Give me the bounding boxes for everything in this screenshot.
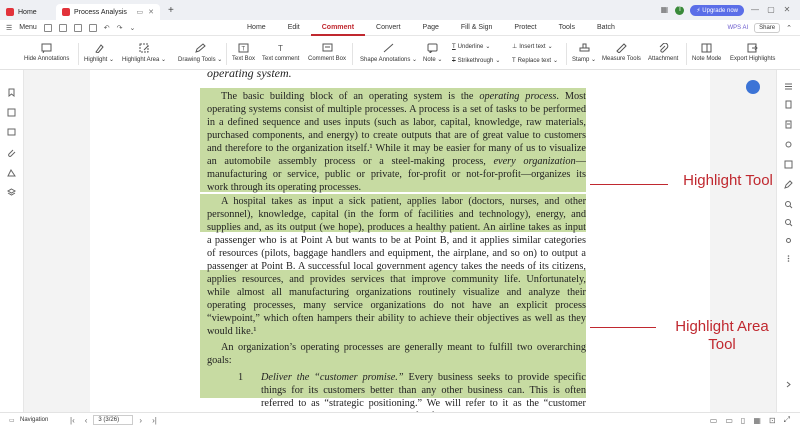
underline-icon: T — [452, 43, 456, 50]
highlight-button[interactable]: Highlight ⌄ — [84, 42, 114, 63]
print-icon[interactable] — [74, 24, 82, 32]
strikethrough-label: Strikethrough — [457, 57, 494, 64]
document-line: passenger at Point B. A successful local government agency takes the needs of its citizens, — [207, 261, 586, 272]
highlight-tool-callout: Highlight Tool — [683, 172, 773, 189]
menu-bar — [0, 20, 800, 36]
tab-document-label: Process Analysis — [74, 8, 127, 16]
highlight-area-callout-line2: Tool — [708, 336, 736, 353]
redo-icon[interactable]: ↷ — [116, 24, 123, 32]
note-icon — [427, 42, 439, 53]
upgrade-button[interactable]: ⚡ Upgrade now — [690, 5, 744, 16]
export-highlights-label: Export Highlights — [730, 56, 776, 62]
ribbon-toolbar — [0, 37, 800, 70]
replace-text-label: Replace text — [517, 57, 552, 64]
edit-panel-icon[interactable] — [784, 180, 793, 189]
document-line: personnel), knowledge, capital (in the form of facilities and technology), energy, and — [207, 209, 586, 220]
search-icon[interactable] — [784, 200, 793, 209]
comment-box-label: Comment Box — [308, 56, 347, 62]
text-box-button[interactable] — [232, 42, 255, 62]
fullscreen-icon[interactable]: ⤢ — [783, 415, 790, 424]
page-icon[interactable] — [784, 100, 793, 109]
left-sidebar — [0, 70, 24, 412]
document-line: operating systems consist of multiple processes. A process is a set of tasks to be performed — [207, 104, 586, 115]
attachments-panel-icon[interactable] — [7, 148, 16, 157]
highlight-tool-callout-line — [590, 184, 668, 185]
document-line: An organization’s operating processes are generally meant to fulfill two overarching — [221, 342, 586, 353]
line-shape-icon — [383, 42, 395, 53]
drawing-tools-button[interactable]: Drawing Tools ⌄ — [178, 42, 222, 63]
fit-width-icon[interactable]: ▭ — [725, 415, 733, 425]
next-page-icon[interactable]: › — [139, 415, 143, 425]
comments-panel-icon[interactable] — [7, 128, 16, 137]
note-mode-button[interactable] — [692, 42, 721, 62]
export-highlights-button[interactable] — [730, 42, 775, 62]
reading-mode-icon[interactable]: ⊡ — [768, 415, 776, 425]
hide-annotations-label: Hide Annotations — [24, 56, 70, 62]
highlight-area-callout — [660, 318, 784, 354]
list-number: 1 — [238, 372, 244, 383]
menu-tab-home[interactable]: Home — [247, 23, 266, 31]
maximize-icon[interactable]: ▢ — [767, 5, 775, 14]
text-box-icon — [238, 42, 250, 53]
document-line: would like.¹ — [207, 326, 257, 337]
hamburger-icon[interactable]: ☰ — [6, 24, 13, 32]
attachment-label: Attachment — [648, 56, 679, 62]
menu-tab-protect[interactable]: Protect — [514, 23, 537, 31]
measure-tools-button[interactable] — [602, 42, 641, 62]
menu-tab-page[interactable]: Page — [422, 23, 439, 31]
document-line: in a defined sequence and uses inputs (such as labor, capital, knowledge, raw materials, — [207, 117, 586, 128]
document-line: operating processes, many service organizations do not have an explicit process — [207, 300, 586, 311]
open-file-icon[interactable] — [44, 24, 52, 32]
continuous-icon[interactable]: ▦ — [753, 415, 761, 425]
comment-box-icon — [321, 42, 333, 53]
ruler-icon — [615, 42, 627, 53]
new-tab-icon[interactable]: + — [168, 4, 174, 16]
note-label: Note — [423, 57, 436, 63]
ribbon-separator — [686, 43, 687, 65]
insert-text-icon: ⊥ — [512, 44, 518, 50]
document-line: “viewpoint,” which often hampers their ability to achieve their objectives as well as they — [207, 313, 586, 324]
tab-document[interactable] — [56, 4, 160, 20]
text-comment-label: Text comment — [262, 56, 300, 62]
replace-text-button[interactable]: T Replace text ⌄ — [512, 57, 559, 64]
insert-text-label: Insert text — [519, 43, 546, 50]
translate-icon[interactable] — [784, 160, 793, 169]
hide-annotations-button[interactable] — [24, 42, 69, 62]
underline-label: Underline — [457, 43, 484, 50]
strikethrough-icon: T — [452, 57, 456, 64]
note-mode-label: Note Mode — [692, 56, 722, 62]
document-line: supplies and, as its output (we hope), produces a healthy patient. An airline takes as input — [207, 222, 586, 233]
drawing-tools-label: Drawing Tools — [178, 57, 216, 63]
layout-icon[interactable]: ▦ — [660, 5, 669, 14]
wps-ai-button[interactable]: WPS AI — [727, 24, 749, 31]
section-heading: operating system. — [207, 66, 292, 80]
note-mode-icon — [701, 42, 713, 53]
text-comment-button[interactable] — [262, 42, 299, 62]
more-options-icon[interactable] — [784, 254, 793, 263]
text-comment-icon — [275, 42, 287, 53]
single-page-icon[interactable]: ▯ — [740, 415, 746, 425]
stamp-icon — [578, 42, 590, 53]
export-highlights-icon — [747, 42, 759, 53]
export-icon[interactable] — [89, 24, 97, 32]
paperclip-icon — [657, 42, 669, 53]
stamp-button[interactable]: Stamp ⌄ — [572, 42, 596, 63]
pencil-icon — [194, 42, 206, 53]
ribbon-separator — [226, 43, 227, 65]
shape-annotations-label: Shape Annotations — [360, 57, 411, 63]
insert-text-button[interactable]: ⊥ Insert text ⌄ — [512, 43, 553, 50]
comment-box-button[interactable] — [308, 42, 346, 62]
window-restore-icon[interactable]: ▭ — [136, 9, 144, 16]
document-line: The basic building block of an operating system is the operating process. Most — [221, 91, 586, 102]
highlight-area-icon — [138, 42, 150, 53]
close-window-icon[interactable]: ✕ — [783, 5, 791, 14]
strikethrough-button[interactable]: T Strikethrough ⌄ — [452, 57, 501, 64]
properties-icon[interactable] — [784, 82, 793, 91]
ribbon-separator — [566, 43, 567, 65]
ribbon-separator — [352, 43, 353, 65]
navigation-button[interactable]: Navigation — [20, 417, 49, 423]
shape-annotations-button[interactable]: Shape Annotations ⌄ — [360, 42, 417, 63]
document-line: of resources (pilots, baggage handlers and equipment, the airplane, and so on) to output a — [207, 248, 586, 259]
highlighter-icon — [93, 42, 105, 53]
underline-button[interactable]: T Underline ⌄ — [452, 43, 491, 50]
replace-text-icon: T — [512, 57, 516, 64]
document-line: manufacturing or service, public or private, for-profit or not-for-profit—organizes its — [207, 169, 586, 180]
thumbnails-icon[interactable] — [7, 108, 16, 117]
share-button[interactable]: Share — [754, 23, 780, 33]
close-tab-icon[interactable]: ✕ — [148, 9, 154, 16]
undo-icon[interactable]: ↶ — [103, 24, 110, 32]
measure-tools-label: Measure Tools — [602, 56, 641, 62]
menu-tab-tools[interactable]: Tools — [558, 23, 575, 31]
menu-tab-edit[interactable]: Edit — [287, 23, 300, 31]
status-bar — [0, 412, 800, 427]
document-line: an automobile assembly process or a steel-making process, every organization— — [207, 156, 586, 167]
menu-tab-fill-sign[interactable]: Fill & Sign — [460, 23, 493, 31]
document-line: a passenger who is at Point A but wants to be at Point B, and it applies similar categories — [207, 235, 586, 246]
document-line: work through its operating processes. — [207, 182, 362, 193]
collapse-ribbon-icon[interactable]: ⌃ — [786, 24, 792, 32]
stamp-label: Stamp — [572, 57, 590, 63]
save-icon[interactable] — [59, 24, 67, 32]
pdf-file-icon — [62, 8, 70, 16]
tab-home[interactable] — [0, 4, 56, 20]
document-line: goals: — [207, 355, 232, 366]
more-icon[interactable]: ⌄ — [129, 24, 136, 32]
document-line: and therefore to the organization itself.¹ While it may be easier for many of us to visualize — [207, 143, 586, 154]
svg-text:T: T — [278, 43, 284, 53]
text-box-label: Text Box — [232, 56, 256, 62]
document-icon[interactable] — [784, 120, 793, 129]
first-page-icon[interactable]: |‹ — [70, 415, 75, 425]
document-line: while almost all manufacturing organizations routinely visualize and analyze their — [207, 287, 586, 298]
highlight-area-button[interactable]: Highlight Area ⌄ — [122, 42, 166, 63]
hide-annotations-icon — [41, 42, 53, 53]
navigation-icon[interactable]: ▭ — [9, 417, 15, 424]
fit-page-icon[interactable]: ▭ — [709, 415, 718, 425]
wps-logo-icon — [6, 8, 14, 16]
menu-tab-comment[interactable]: Comment — [311, 20, 365, 36]
highlight-area-callout-line — [590, 327, 656, 328]
zoom-icon[interactable] — [784, 218, 793, 227]
svg-text:T: T — [241, 46, 246, 52]
last-page-icon[interactable]: ›| — [152, 415, 157, 425]
layers-icon[interactable] — [7, 188, 16, 197]
collapse-panel-icon[interactable] — [784, 380, 793, 389]
page-number-input[interactable]: 3 (3/26) — [93, 415, 133, 425]
right-sidebar — [776, 70, 800, 412]
document-line: Deliver the “customer promise.” Every business seeks to provide specific — [261, 372, 586, 383]
document-line: A hospital takes as input a sick patient, applies labor (doctors, nurses, and other — [221, 196, 586, 207]
tab-home-label: Home — [18, 8, 37, 16]
highlight-label: Highlight — [84, 57, 108, 63]
bookmark-icon[interactable] — [7, 88, 16, 97]
highlight-area-label: Highlight Area — [122, 57, 160, 63]
avatar[interactable]: T — [675, 6, 684, 15]
menu-tabs — [236, 20, 626, 36]
upgrade-label: Upgrade now — [702, 7, 738, 14]
ribbon-separator — [78, 43, 79, 65]
prev-page-icon[interactable]: ‹ — [84, 415, 88, 425]
settings-icon[interactable] — [784, 140, 793, 149]
minimize-icon[interactable]: — — [751, 5, 759, 14]
document-line: purchased components, and energy) to create outputs that are of great value to customers — [207, 130, 586, 141]
signatures-panel-icon[interactable] — [7, 168, 16, 177]
attachment-button[interactable] — [648, 42, 678, 62]
title-bar — [0, 0, 800, 20]
note-button[interactable]: Note ⌄ — [423, 42, 442, 63]
assistant-fab-icon[interactable] — [746, 80, 760, 94]
brightness-icon[interactable] — [784, 236, 793, 245]
document-line: applies resources, and provides services that improve community life. Unfortunately, — [207, 274, 586, 285]
document-line: referred to as “strategic positioning.” We will refer to it as the “customer — [261, 398, 586, 409]
highlight-area-callout-line1: Highlight Area — [675, 318, 769, 335]
document-line: things for its customers better than any other business can. This is often — [261, 385, 586, 396]
menu-button[interactable]: Menu — [19, 24, 37, 31]
menu-tab-batch[interactable]: Batch — [596, 23, 615, 31]
menu-tab-convert[interactable]: Convert — [376, 23, 401, 31]
